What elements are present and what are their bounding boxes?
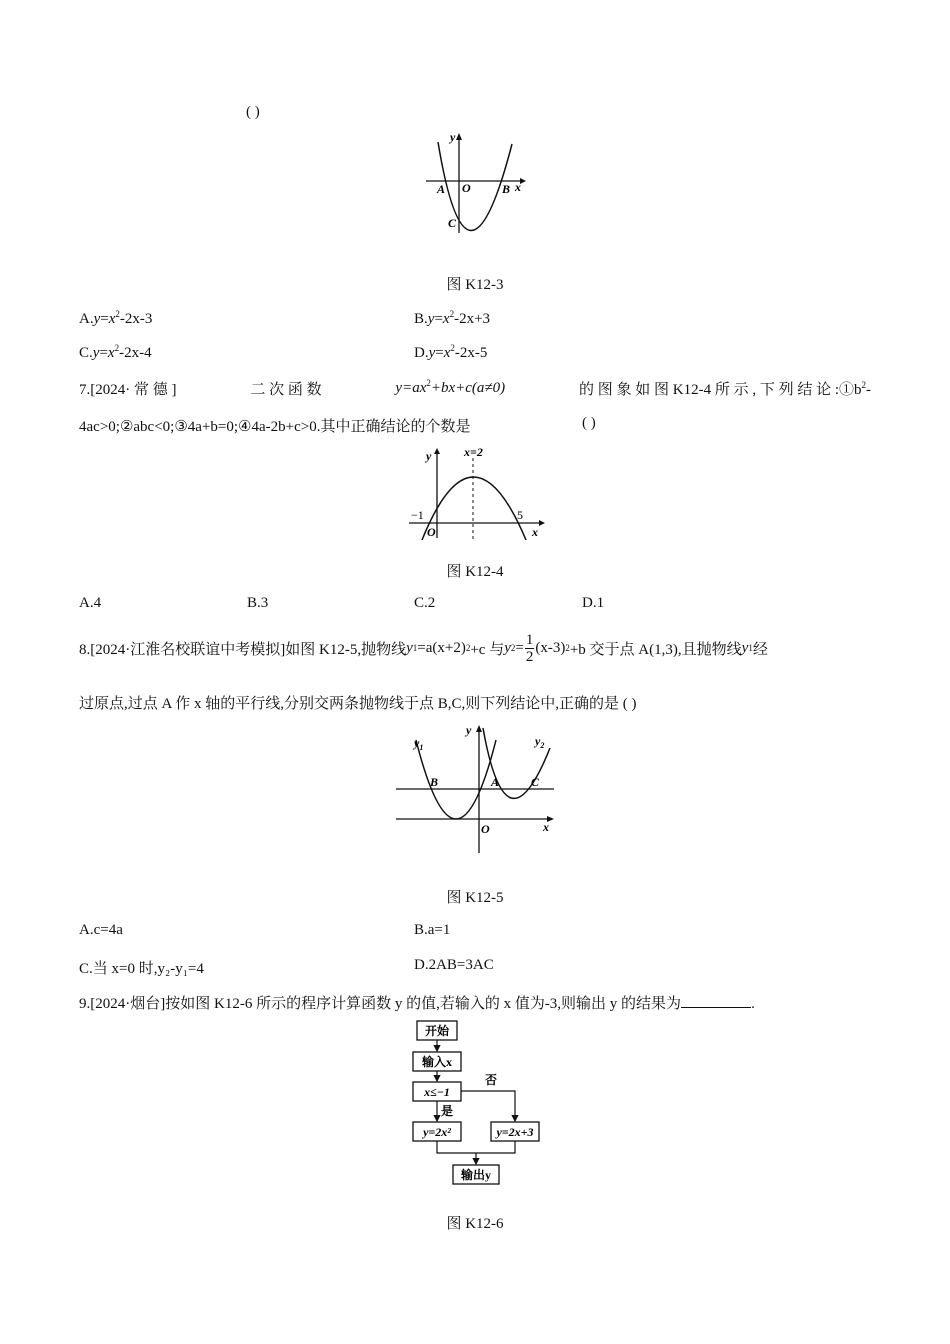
- x-axis-arrow: [539, 520, 545, 526]
- y2-label: $y_2$: [535, 734, 545, 750]
- q7-option-a[interactable]: A.4: [79, 595, 102, 611]
- origin-label: O: [427, 525, 436, 539]
- figure-caption-k12-6: 图 K12-6: [446, 1216, 504, 1232]
- x-label: x: [543, 820, 549, 834]
- figure-caption-k12-5: 图 K12-5: [446, 890, 504, 906]
- q8-stem-line1: 8.[2024·江淮名校联谊中考模拟]如图 K12-5,抛物线 y 1 =a(x+2) 2 +c 与 y 2 = $\frac{1}{2}$ (x-3) 2 +b 交于点 A(1,3),且抛物线 y 1 经: [79, 631, 768, 665]
- q7-option-d[interactable]: D.1: [582, 595, 605, 611]
- q9-stem: 9.[2024·烟台]按如图 K12-6 所示的程序计算函数 y 的值,若输入的 x 值为-3,则输出 y 的结果为 .: [79, 996, 755, 1012]
- output-label: 输出y: [460, 1168, 492, 1182]
- q6-option-d[interactable]: $D.y=x^2-2x-5$: [414, 343, 488, 361]
- q6-option-c[interactable]: $C.y=x^2-2x-4$: [79, 343, 152, 361]
- parabola-y1: [416, 740, 496, 819]
- q7-option-b[interactable]: B.3: [247, 595, 269, 611]
- five-label: 5: [517, 508, 523, 522]
- y1-label: $y_1$: [414, 736, 424, 752]
- y-axis-arrow: [476, 725, 482, 732]
- point-a-label: A: [491, 775, 500, 789]
- one-half-fraction: $\frac{1}{2}$: [525, 631, 534, 665]
- q8-option-d[interactable]: D.2AB=3AC: [414, 957, 494, 973]
- y-axis-arrow: [434, 448, 440, 454]
- origin-label: O: [481, 822, 490, 836]
- q7-answer-paren: ( ): [582, 415, 596, 431]
- q8-option-a[interactable]: A.c=4a: [79, 922, 123, 938]
- point-c-label: C: [531, 775, 540, 789]
- neg-one-label: −1: [411, 508, 424, 522]
- point-b-label: B: [502, 182, 511, 196]
- point-c-label: C: [448, 216, 457, 230]
- yes-label: 是: [441, 1104, 454, 1118]
- figure-caption-k12-3: 图 K12-3: [446, 277, 504, 293]
- q6-answer-paren: ( ): [246, 104, 260, 120]
- q6-option-b[interactable]: $B.y=x^2-2x+3$: [414, 309, 491, 327]
- q7-stem-line2: 4ac>0;②abc<0;③4a+b=0;④4a-2b+c>0.其中正确结论的个数是: [79, 419, 471, 435]
- condition-label: x≤−1: [424, 1085, 450, 1099]
- q7-stem-line1: 7.[2024· 常 德 ] 二 次 函 数 $y=ax^2+bx+c(a\ne 0)$ 的 图 象 如 图 K12-4 所 示 , 下 列 结 论 $:①b^2-$: [79, 378, 871, 398]
- origin-label: O: [462, 181, 471, 195]
- q7-parabola-figure: [405, 440, 550, 540]
- q7-option-c[interactable]: C.2: [414, 595, 436, 611]
- point-b-label: B: [430, 775, 439, 789]
- no-label: 否: [485, 1073, 498, 1087]
- right-formula-label: y=2x+3: [496, 1125, 534, 1139]
- y-axis-arrow: [456, 133, 462, 140]
- start-label: 开始: [424, 1024, 450, 1038]
- axis-label: x=2: [464, 445, 483, 459]
- y-label: y: [426, 449, 432, 463]
- y-label: y: [466, 723, 472, 737]
- input-label: 输入x: [421, 1055, 453, 1069]
- q8-parabolas-figure: [392, 718, 562, 856]
- answer-blank[interactable]: [681, 994, 751, 1008]
- point-a-label: A: [437, 182, 446, 196]
- left-formula-label: y=2x²: [423, 1125, 451, 1139]
- q9-flowchart: [405, 1018, 550, 1190]
- q8-option-b[interactable]: B.a=1: [414, 922, 451, 938]
- q8-stem-line2: 过原点,过点 A 作 x 轴的平行线,分别交两条抛物线于点 B,C,则下列结论中,正确的是 ( ): [79, 696, 637, 712]
- figure-caption-k12-4: 图 K12-4: [446, 564, 504, 580]
- x-label: x: [515, 180, 521, 194]
- q8-option-c[interactable]: C.当 x=0 时,y₂-y₁=4: [79, 961, 204, 977]
- y-label: y: [450, 130, 456, 144]
- x-label: x: [532, 525, 538, 539]
- q6-option-a[interactable]: $A.y=x^2-2x-3$: [79, 309, 153, 327]
- q6-parabola-figure: [420, 128, 530, 238]
